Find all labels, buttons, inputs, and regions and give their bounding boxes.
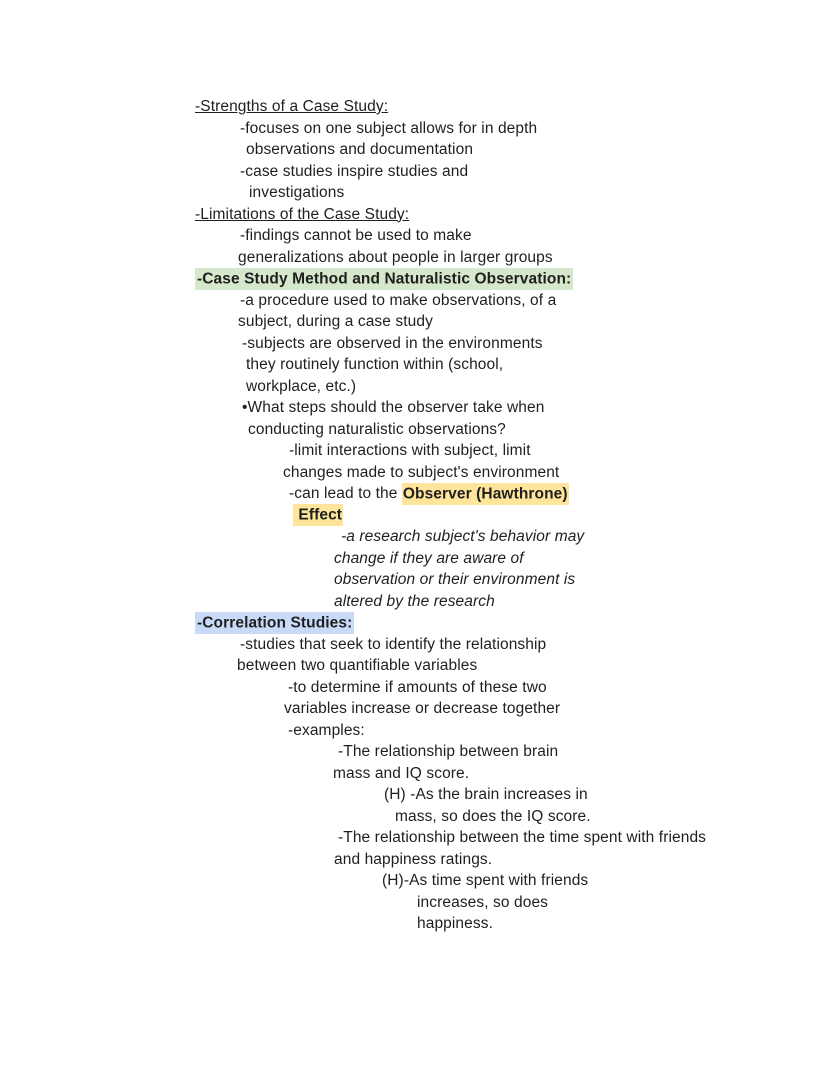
doc-line: [240, 290, 706, 312]
doc-line: [334, 849, 706, 871]
doc-line: [288, 677, 706, 699]
doc-line: [240, 118, 706, 140]
doc-text-segment: •What steps should the observer take when: [242, 399, 545, 416]
doc-text-segment: conducting naturalistic observations?: [248, 420, 506, 438]
doc-text-segment: -focuses on one subject allows for in depth: [240, 119, 538, 137]
doc-text-segment: happiness.: [417, 915, 493, 932]
doc-text-segment: changes made to subject's environment: [283, 463, 560, 481]
doc-line: [338, 741, 706, 763]
doc-line: [240, 161, 706, 183]
doc-text-segment: they routinely function within (school,: [246, 356, 504, 373]
doc-text-segment: investigations: [249, 184, 345, 201]
doc-text-segment: workplace, etc.): [246, 377, 357, 395]
doc-text-segment: altered by the research: [334, 592, 495, 610]
doc-line: [289, 440, 706, 462]
doc-text-segment: -case studies inspire studies and: [240, 162, 469, 180]
doc-line: [237, 655, 706, 677]
doc-text-segment: -limit interactions with subject, limit: [289, 442, 531, 459]
doc-line: [240, 634, 706, 656]
doc-line: [334, 548, 706, 570]
doc-text-segment: -a research subject's behavior may: [341, 528, 585, 545]
doc-text-segment: (H) -As the brain increases in: [384, 786, 588, 803]
doc-text-segment: mass and IQ score.: [333, 764, 470, 782]
doc-line: [195, 268, 706, 290]
doc-line: [338, 827, 706, 849]
doc-line: [341, 526, 706, 548]
doc-text-segment: and happiness ratings.: [334, 850, 493, 868]
doc-text-segment: -studies that seek to identify the relationship: [240, 635, 547, 653]
doc-line: [334, 591, 706, 613]
doc-text-segment: between two quantifiable variables: [237, 657, 478, 674]
doc-line: [195, 612, 706, 634]
doc-text-segment: generalizations about people in larger groups: [238, 248, 553, 266]
doc-line: [249, 182, 706, 204]
doc-line: [288, 720, 706, 742]
doc-line: [246, 139, 706, 161]
doc-line: [238, 247, 706, 269]
doc-line: [333, 763, 706, 785]
doc-text-segment: increases, so does: [417, 893, 549, 911]
doc-text-segment: subject, during a case study: [238, 313, 433, 330]
doc-text-segment: observations and documentation: [246, 141, 474, 158]
highlighted-text-segment: Observer (Hawthrone): [402, 483, 569, 505]
doc-line: [289, 483, 706, 505]
notes-content: [195, 96, 706, 935]
doc-text-segment: -The relationship between brain: [338, 743, 559, 760]
doc-text-segment: -a procedure used to make observations, of a: [240, 291, 557, 309]
doc-text-segment: -examples:: [288, 721, 365, 739]
doc-text-segment: observation or their environment is: [334, 571, 576, 588]
doc-line: [284, 698, 706, 720]
doc-line: [283, 462, 706, 484]
doc-line: [242, 333, 706, 355]
doc-line: [238, 311, 706, 333]
doc-text-segment: (H)-As time spent with friends: [382, 872, 589, 889]
doc-line: [248, 419, 706, 441]
doc-line: [395, 806, 706, 828]
doc-text-segment: change if they are aware of: [334, 549, 524, 567]
doc-text-segment: mass, so does the IQ score.: [395, 807, 591, 825]
doc-text-segment: -findings cannot be used to make: [240, 227, 472, 244]
doc-line: [384, 784, 706, 806]
doc-line: [382, 870, 706, 892]
doc-line: [417, 913, 706, 935]
doc-text-segment: variables increase or decrease together: [284, 700, 561, 717]
doc-text-segment: -to determine if amounts of these two: [288, 678, 547, 696]
doc-line: [417, 892, 706, 914]
doc-line: [240, 225, 706, 247]
doc-text-segment: -Limitations of the Case Study:: [195, 205, 410, 223]
doc-line: [246, 376, 706, 398]
doc-line: [242, 397, 706, 419]
doc-text-segment: -Strengths of a Case Study:: [195, 98, 389, 115]
highlighted-text-segment: Effect: [293, 504, 343, 526]
doc-text-segment: -The relationship between the time spent with friends: [338, 829, 707, 846]
doc-text-segment: -can lead to the: [289, 485, 402, 502]
doc-line: [195, 204, 706, 226]
highlighted-text-segment: -Case Study Method and Naturalistic Observation:: [195, 268, 573, 290]
doc-text-segment: -subjects are observed in the environments: [242, 334, 543, 352]
doc-line: [195, 96, 706, 118]
highlighted-text-segment: -Correlation Studies:: [195, 612, 354, 634]
doc-line: [334, 569, 706, 591]
doc-line: [246, 354, 706, 376]
doc-line: [293, 505, 706, 527]
